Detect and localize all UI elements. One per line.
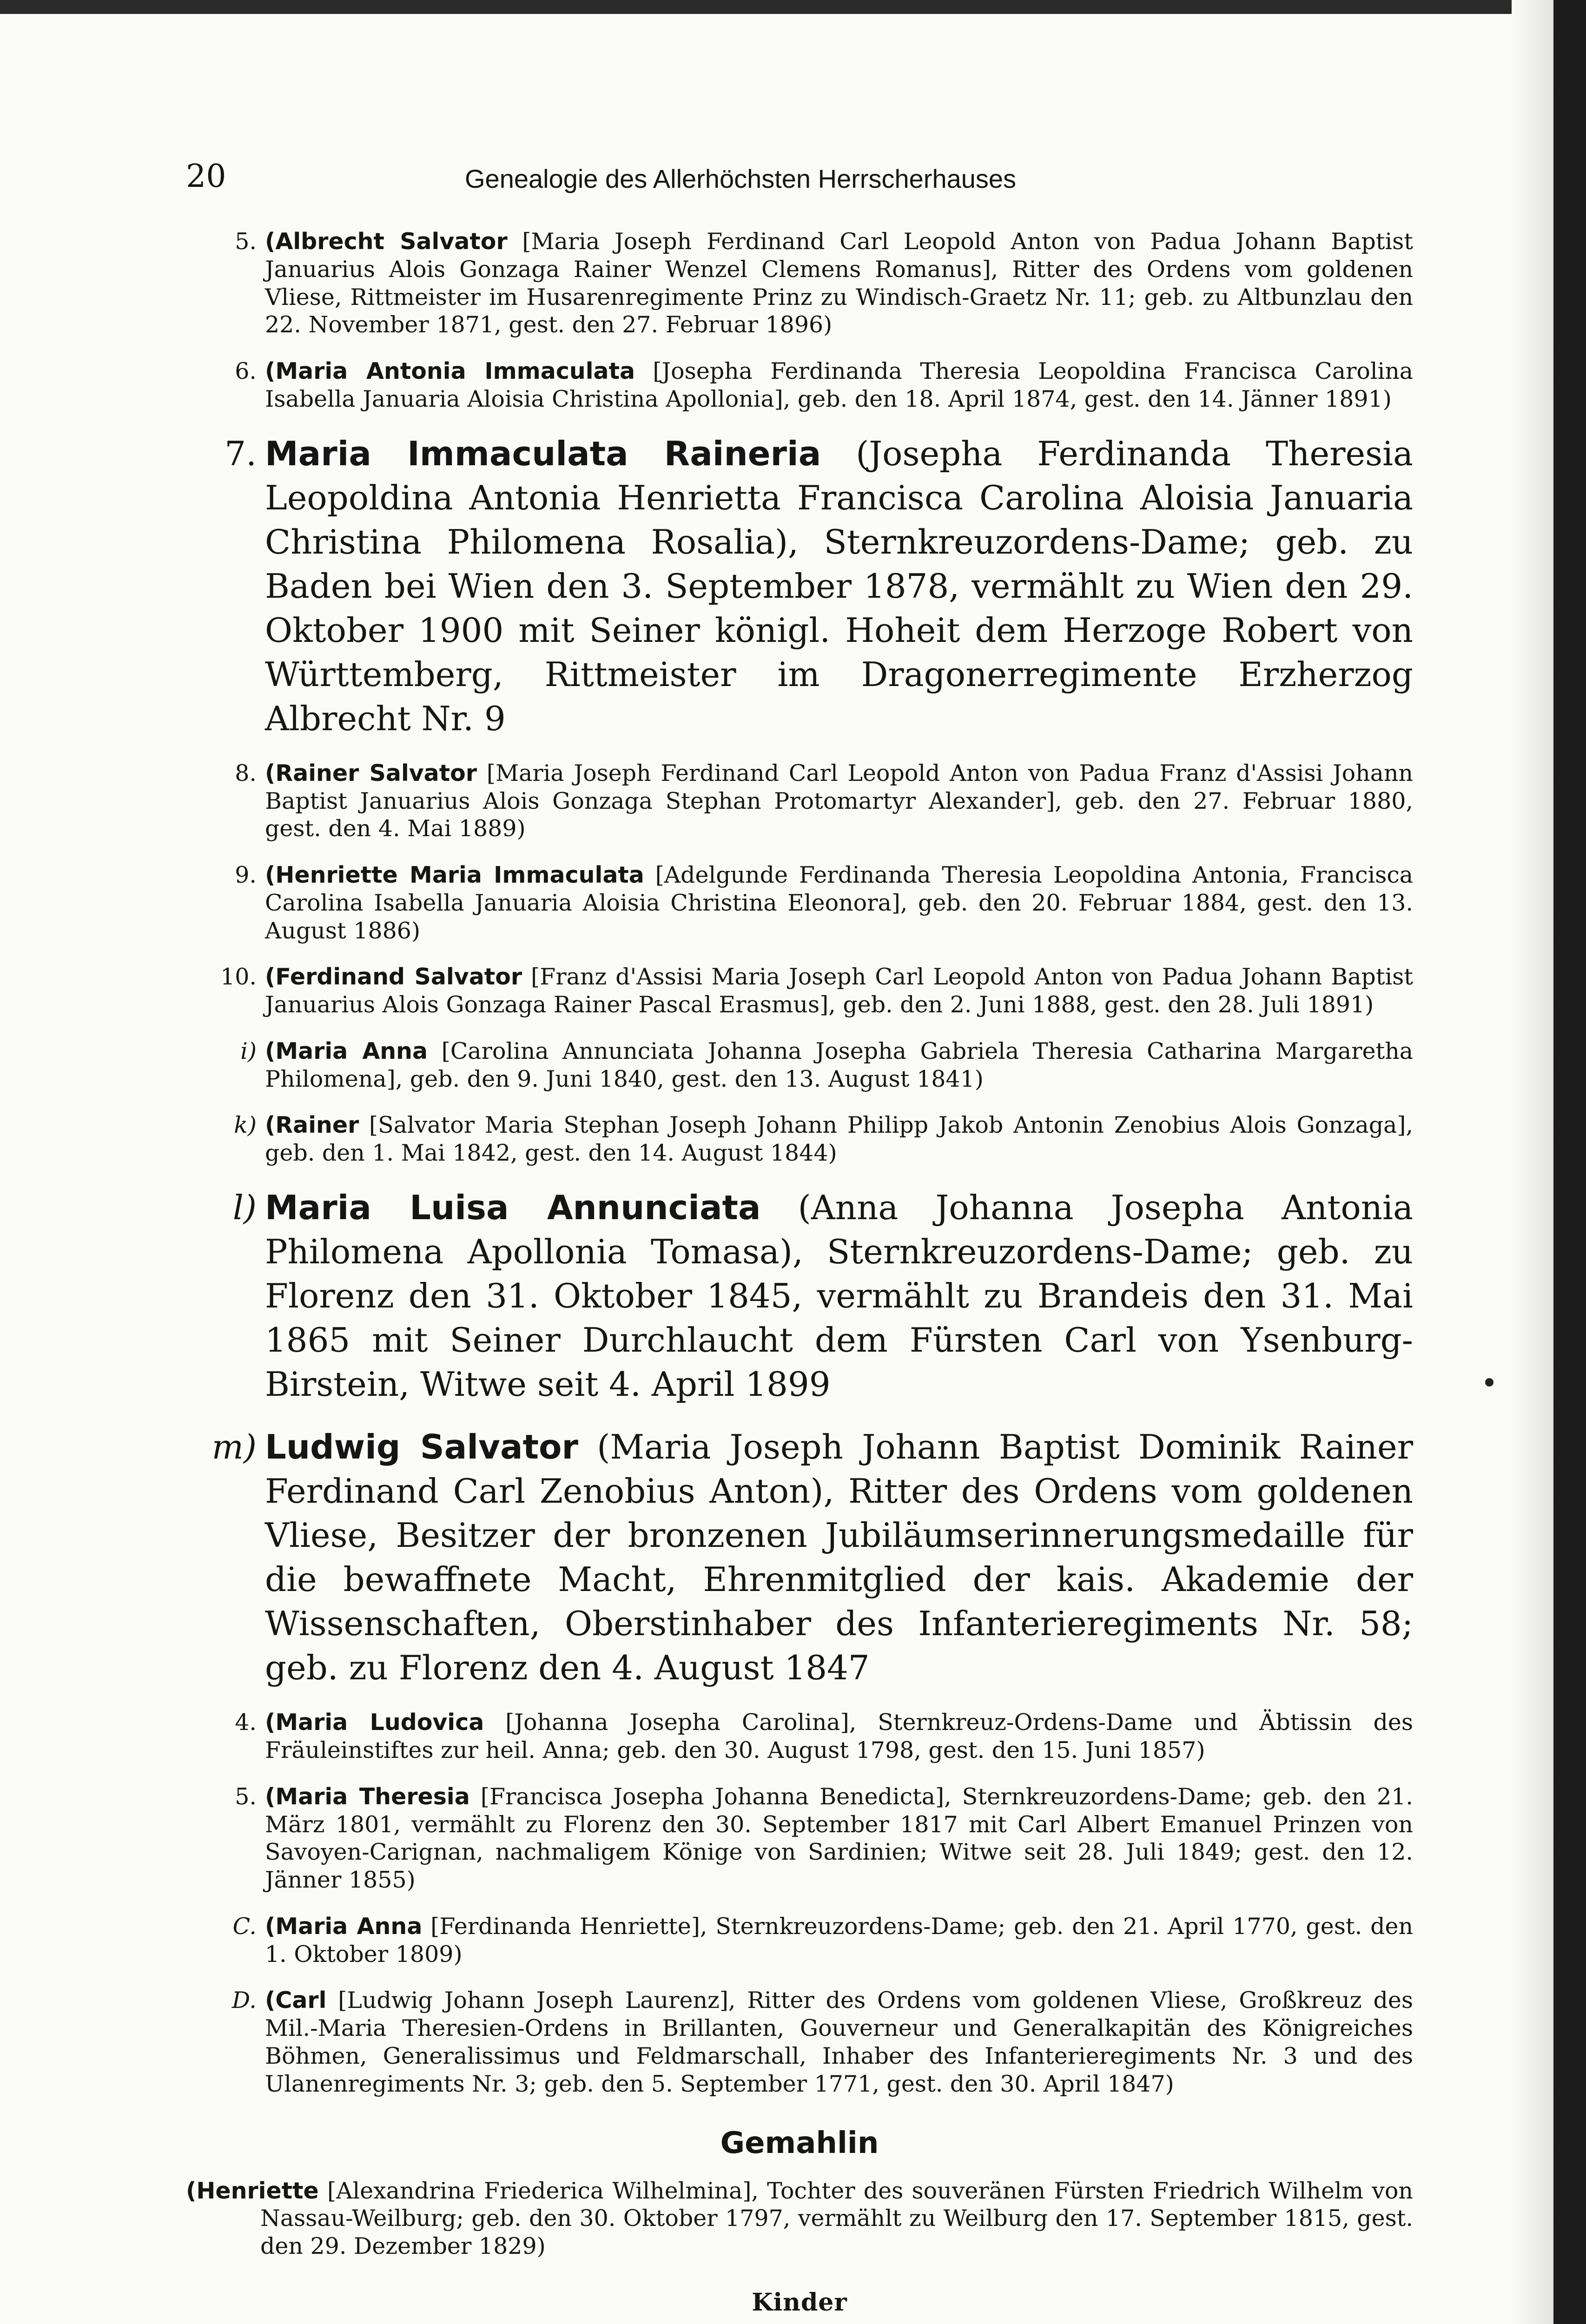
- scan-speck: [1485, 1378, 1493, 1386]
- person-details: [Ferdinanda Henriette], Sternkreuzordens-Dame; geb. den 21. April 1770, gest. den 1. Oktober 1809): [265, 1913, 1413, 1967]
- entry-number: C.: [232, 1913, 257, 1940]
- person-details: [Maria Joseph Ferdinand Carl Leopold Anton von Padua Johann Baptist Januarius Alois Gonzaga Rainer Wenzel Clemens Romanus], Ritter des Ordens vom goldenen Vliese, Rittmeister im Husarenregimente Prinz zu Windisch-Graetz Nr. 11; geb. zu Altbunzlau den 22. November 1871, gest. den 27. Februar 1896): [265, 228, 1413, 338]
- person-details: (Anna Johanna Josepha Antonia Philomena Apollonia Tomasa), Sternkreuzordens-Dame; geb. zu Florenz den 31. Oktober 1845, vermählt zu Brandeis den 31. Mai 1865 mit Seiner Durchlaucht dem Fürsten Carl von Ysenburg-Birstein, Witwe seit 4. April 1899: [265, 1188, 1413, 1404]
- person-details: [Franz d'Assisi Maria Joseph Carl Leopold Anton von Padua Johann Baptist Januarius Alois Gonzaga Rainer Pascal Erasmus], geb. den 2. Juni 1888, gest. den 28. Juli 1891): [265, 964, 1413, 1018]
- entry-text: [265, 1111, 1413, 1167]
- person-name: (Rainer: [265, 1112, 359, 1139]
- entry-number: D.: [231, 1987, 257, 2014]
- person-details: [Johanna Josepha Carolina], Sternkreuz-Ordens-Dame und Äbtissin des Fräuleinstiftes zur heil. Anna; geb. den 30. August 1798, gest. den 15. Juni 1857): [265, 1709, 1414, 1764]
- running-title: Genealogie des Allerhöchsten Herrscherhauses: [465, 164, 1017, 193]
- section-heading-gemahlin: Gemahlin: [720, 2126, 879, 2160]
- entry-text: [265, 1709, 1413, 1764]
- genealogy-entry: [186, 1987, 1413, 2098]
- person-details: [Adelgunde Ferdinanda Theresia Leopoldina Antonia, Francisca Carolina Isabella Januaria Aloisia Christina Eleonora], geb. den 20. Februar 1884, gest. den 13. August 1886): [265, 862, 1413, 944]
- entry-text: [265, 963, 1413, 1019]
- person-details: [Maria Joseph Ferdinand Carl Leopold Anton von Padua Franz d'Assisi Johann Baptist Januarius Alois Gonzaga Stephan Protomartyr Alexander], geb. den 27. Februar 1880, gest. den 4. Mai 1889): [265, 759, 1413, 842]
- genealogy-entry: [186, 861, 1413, 944]
- document-page: [186, 153, 1413, 2324]
- section-heading-kinder: Kinder: [752, 2288, 847, 2317]
- entry-number: 4.: [235, 1709, 257, 1736]
- entry-number: 6.: [235, 358, 257, 385]
- person-name: (Maria Anna: [265, 1913, 423, 1940]
- entry-number: 9.: [235, 862, 257, 889]
- entry-number: m): [211, 1427, 257, 1467]
- entry-number: l): [232, 1188, 257, 1227]
- person-name: Maria Luisa Annunciata: [265, 1188, 761, 1227]
- entry-text: [265, 1186, 1413, 1406]
- genealogy-entry: [186, 1037, 1413, 1093]
- person-details: [Salvator Maria Stephan Joseph Johann Philipp Jakob Antonin Zenobius Alois Gonzaga], geb. den 1. Mai 1842, gest. den 14. August 1844): [265, 1112, 1413, 1167]
- genealogy-entry: [186, 963, 1413, 1019]
- genealogy-entry: [186, 1709, 1413, 1764]
- genealogy-entry: [186, 1425, 1413, 1690]
- entry-text: [265, 1783, 1413, 1894]
- genealogy-entry: [186, 432, 1413, 741]
- person-name: (Rainer Salvator: [265, 759, 477, 786]
- person-details: [Josepha Ferdinanda Theresia Leopoldina Francisca Carolina Isabella Januaria Aloisia Christina Apollonia], geb. den 18. April 1874, gest. den 14. Jänner 1891): [265, 358, 1413, 412]
- person-name: (Henriette: [186, 2177, 319, 2204]
- entry-text: [265, 1425, 1413, 1690]
- scan-page-shadow: [1512, 0, 1553, 2324]
- entry-text: [265, 759, 1413, 843]
- entry-number: 5.: [235, 1783, 257, 1810]
- scan-right-edge: [1553, 0, 1586, 2324]
- scan-top-edge: [0, 0, 1586, 14]
- person-details: (Josepha Ferdinanda Theresia Leopoldina Antonia Henrietta Francisca Carolina Aloisia Januaria Christina Philomena Rosalia), Sternkreuzordens-Dame; geb. zu Baden bei Wien den 3. September 1878, vermählt zu Wien den 29. Oktober 1900 mit Seiner königl. Hoheit dem Herzoge Robert von Württemberg, Rittmeister im Dragonerregimente Erzherzog Albrecht Nr. 9: [265, 434, 1413, 738]
- genealogy-entry: [186, 759, 1413, 843]
- person-name: Ludwig Salvator: [265, 1427, 578, 1467]
- entry-text: [265, 1037, 1413, 1093]
- person-name: (Maria Anna: [265, 1037, 428, 1064]
- entry-number: 7.: [225, 434, 257, 473]
- genealogy-entry: [186, 1186, 1413, 1406]
- entry-text: [265, 1987, 1413, 2098]
- person-name: (Henriette Maria Immaculata: [265, 862, 644, 889]
- genealogy-entry: [186, 1111, 1413, 1167]
- entry-number: k): [234, 1112, 257, 1139]
- genealogy-entry: [186, 357, 1413, 413]
- spouse-entry: [186, 2177, 1413, 2260]
- person-name: (Maria Ludovica: [265, 1709, 484, 1736]
- page-header: [186, 153, 1413, 209]
- person-details: [Alexandrina Friederica Wilhelmina], Tochter des souveränen Fürsten Friedrich Wilhelm von Nassau-Weilburg; geb. den 30. Oktober 1797, vermählt zu Weilburg den 17. September 1815, gest. den 29. Dezember 1829): [260, 2177, 1413, 2260]
- entry-text: [265, 228, 1413, 339]
- person-details: [Carolina Annunciata Johanna Josepha Gabriela Theresia Catharina Margaretha Philomena], geb. den 9. Juni 1840, gest. den 13. August 1841): [265, 1037, 1413, 1092]
- person-name: (Carl: [265, 1987, 327, 2014]
- person-details: [Francisca Josepha Johanna Benedicta], Sternkreuzordens-Dame; geb. den 21. März 1801, vermählt zu Florenz den 30. September 1817 mit Carl Albert Emanuel Prinzen von Savoyen-Carignan, nachmaligem Könige von Sardinien; Witwe seit 28. Juli 1849; gest. den 12. Jänner 1855): [265, 1783, 1413, 1894]
- person-name: Maria Immaculata Raineria: [265, 434, 821, 473]
- person-details: (Maria Joseph Johann Baptist Dominik Rainer Ferdinand Carl Zenobius Anton), Ritter des Ordens vom goldenen Vliese, Besitzer der bronzenen Jubiläumserinnerungsmedaille für die bewaffnete Macht, Ehrenmitglied der kais. Akademie der Wissenschaften, Oberstinhaber des Infanterieregiments Nr. 58; geb. zu Florenz den 4. August 1847: [265, 1427, 1413, 1688]
- person-name: (Maria Antonia Immaculata: [265, 358, 635, 385]
- entry-number: i): [240, 1037, 257, 1064]
- entry-text: [265, 861, 1413, 944]
- genealogy-entry: [186, 1913, 1413, 1968]
- entry-number: 5.: [235, 228, 257, 255]
- entry-number: 8.: [235, 759, 257, 786]
- person-name: (Albrecht Salvator: [265, 228, 508, 255]
- entry-text: [265, 432, 1413, 741]
- page-number: 20: [186, 158, 226, 195]
- person-name: (Ferdinand Salvator: [265, 964, 522, 990]
- entry-text: [265, 1913, 1413, 1968]
- person-name: (Maria Theresia: [265, 1783, 470, 1810]
- entry-number: 10.: [220, 964, 257, 990]
- entry-text: [265, 357, 1413, 413]
- genealogy-entry: [186, 1783, 1413, 1894]
- genealogy-entry: [186, 228, 1413, 339]
- person-details: [Ludwig Johann Joseph Laurenz], Ritter des Ordens vom goldenen Vliese, Großkreuz des Mil.-Maria Theresien-Ordens in Brillanten, Gouverneur und Generalkapitän des Königreiches Böhmen, Generalissimus und Feldmarschall, Inhaber des Infanterieregiments Nr. 3 und des Ulanenregiments Nr. 3; geb. den 5. September 1771, gest. den 30. April 1847): [265, 1987, 1413, 2097]
